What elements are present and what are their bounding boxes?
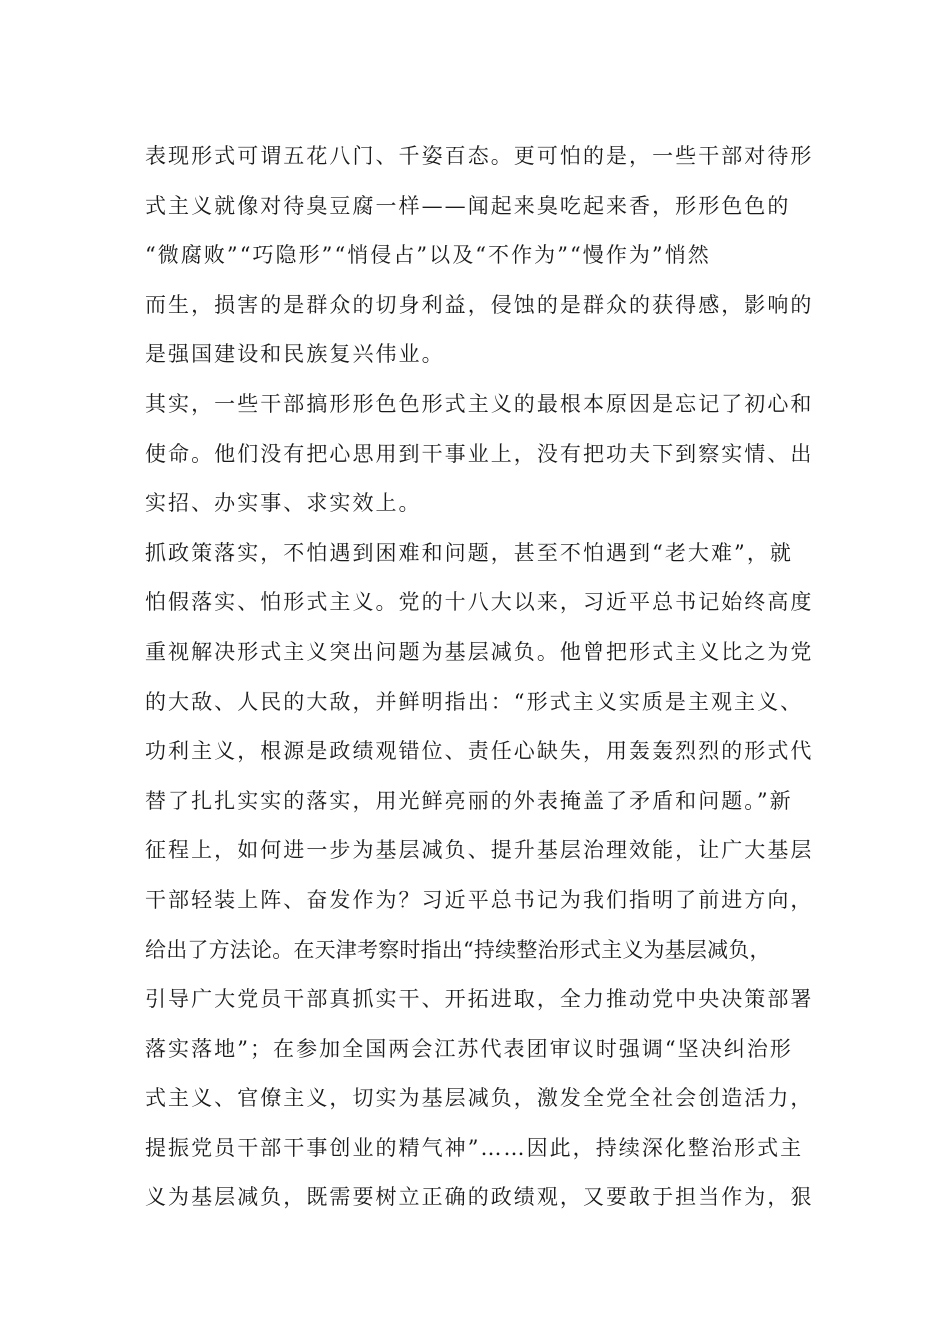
text-line: 落实落地”；在参加全国两会江苏代表团审议时强调“坚决纠治形 [145,1036,793,1061]
text-line: 式主义就像对待臭豆腐一样——闻起来臭吃起来香，形形色色的 [145,193,791,218]
text-line: 是强国建设和民族复兴伟业。 [145,342,445,367]
text-line: 怕假落实、怕形式主义。党的十八大以来，习近平总书记始终高度 [145,590,814,615]
text-line: 其实，一些干部搞形形色色形式主义的最根本原因是忘记了初心和 [145,391,814,416]
text-line: 式主义、官僚主义，切实为基层减负，激发全党全社会创造活力， [145,1086,814,1111]
text-line: 使命。他们没有把心思用到干事业上，没有把功夫下到察实情、出 [145,441,814,466]
text-line: 征程上，如何进一步为基层减负、提升基层治理效能，让广大基层 [145,838,814,863]
text-line: 而生，损害的是群众的切身利益，侵蚀的是群众的获得感，影响的 [145,292,814,317]
text-line: 功利主义，根源是政绩观错位、责任心缺失，用轰轰烈烈的形式代 [145,739,814,764]
text-line: 义为基层减负，既需要树立正确的政绩观，又要敢于担当作为，狠 [145,1185,814,1210]
text-line: 抓政策落实，不怕遇到困难和问题，甚至不怕遇到“老大难”，就 [145,540,793,565]
text-line: “微腐败”“巧隐形”“悄侵占”以及“不作为”“慢作为”悄然 [145,243,711,268]
text-line: 实招、办实事、求实效上。 [145,491,422,516]
text-line: 引导广大党员干部真抓实干、开拓进取，全力推动党中央决策部署 [145,987,814,1012]
text-line: 提振党员干部干事创业的精气神”……因此，持续深化整治形式主 [145,1135,804,1160]
text-line: 表现形式可谓五花八门、千姿百态。更可怕的是，一些干部对待形 [145,144,814,168]
text-line: 的大敌、人民的大敌，并鲜明指出：“形式主义实质是主观主义、 [145,689,804,714]
body-text [145,132,835,1223]
text-line: 给出了方法论。在天津考察时指出“持续整治形式主义为基层减负， [145,937,771,962]
text-line: 重视解决形式主义突出问题为基层减负。他曾把形式主义比之为党 [145,639,814,664]
text-line: 干部轻装上阵、奋发作为？习近平总书记为我们指明了前进方向， [145,887,814,912]
text-line: 替了扎扎实实的落实，用光鲜亮丽的外表掩盖了矛盾和问题。”新 [145,788,793,813]
